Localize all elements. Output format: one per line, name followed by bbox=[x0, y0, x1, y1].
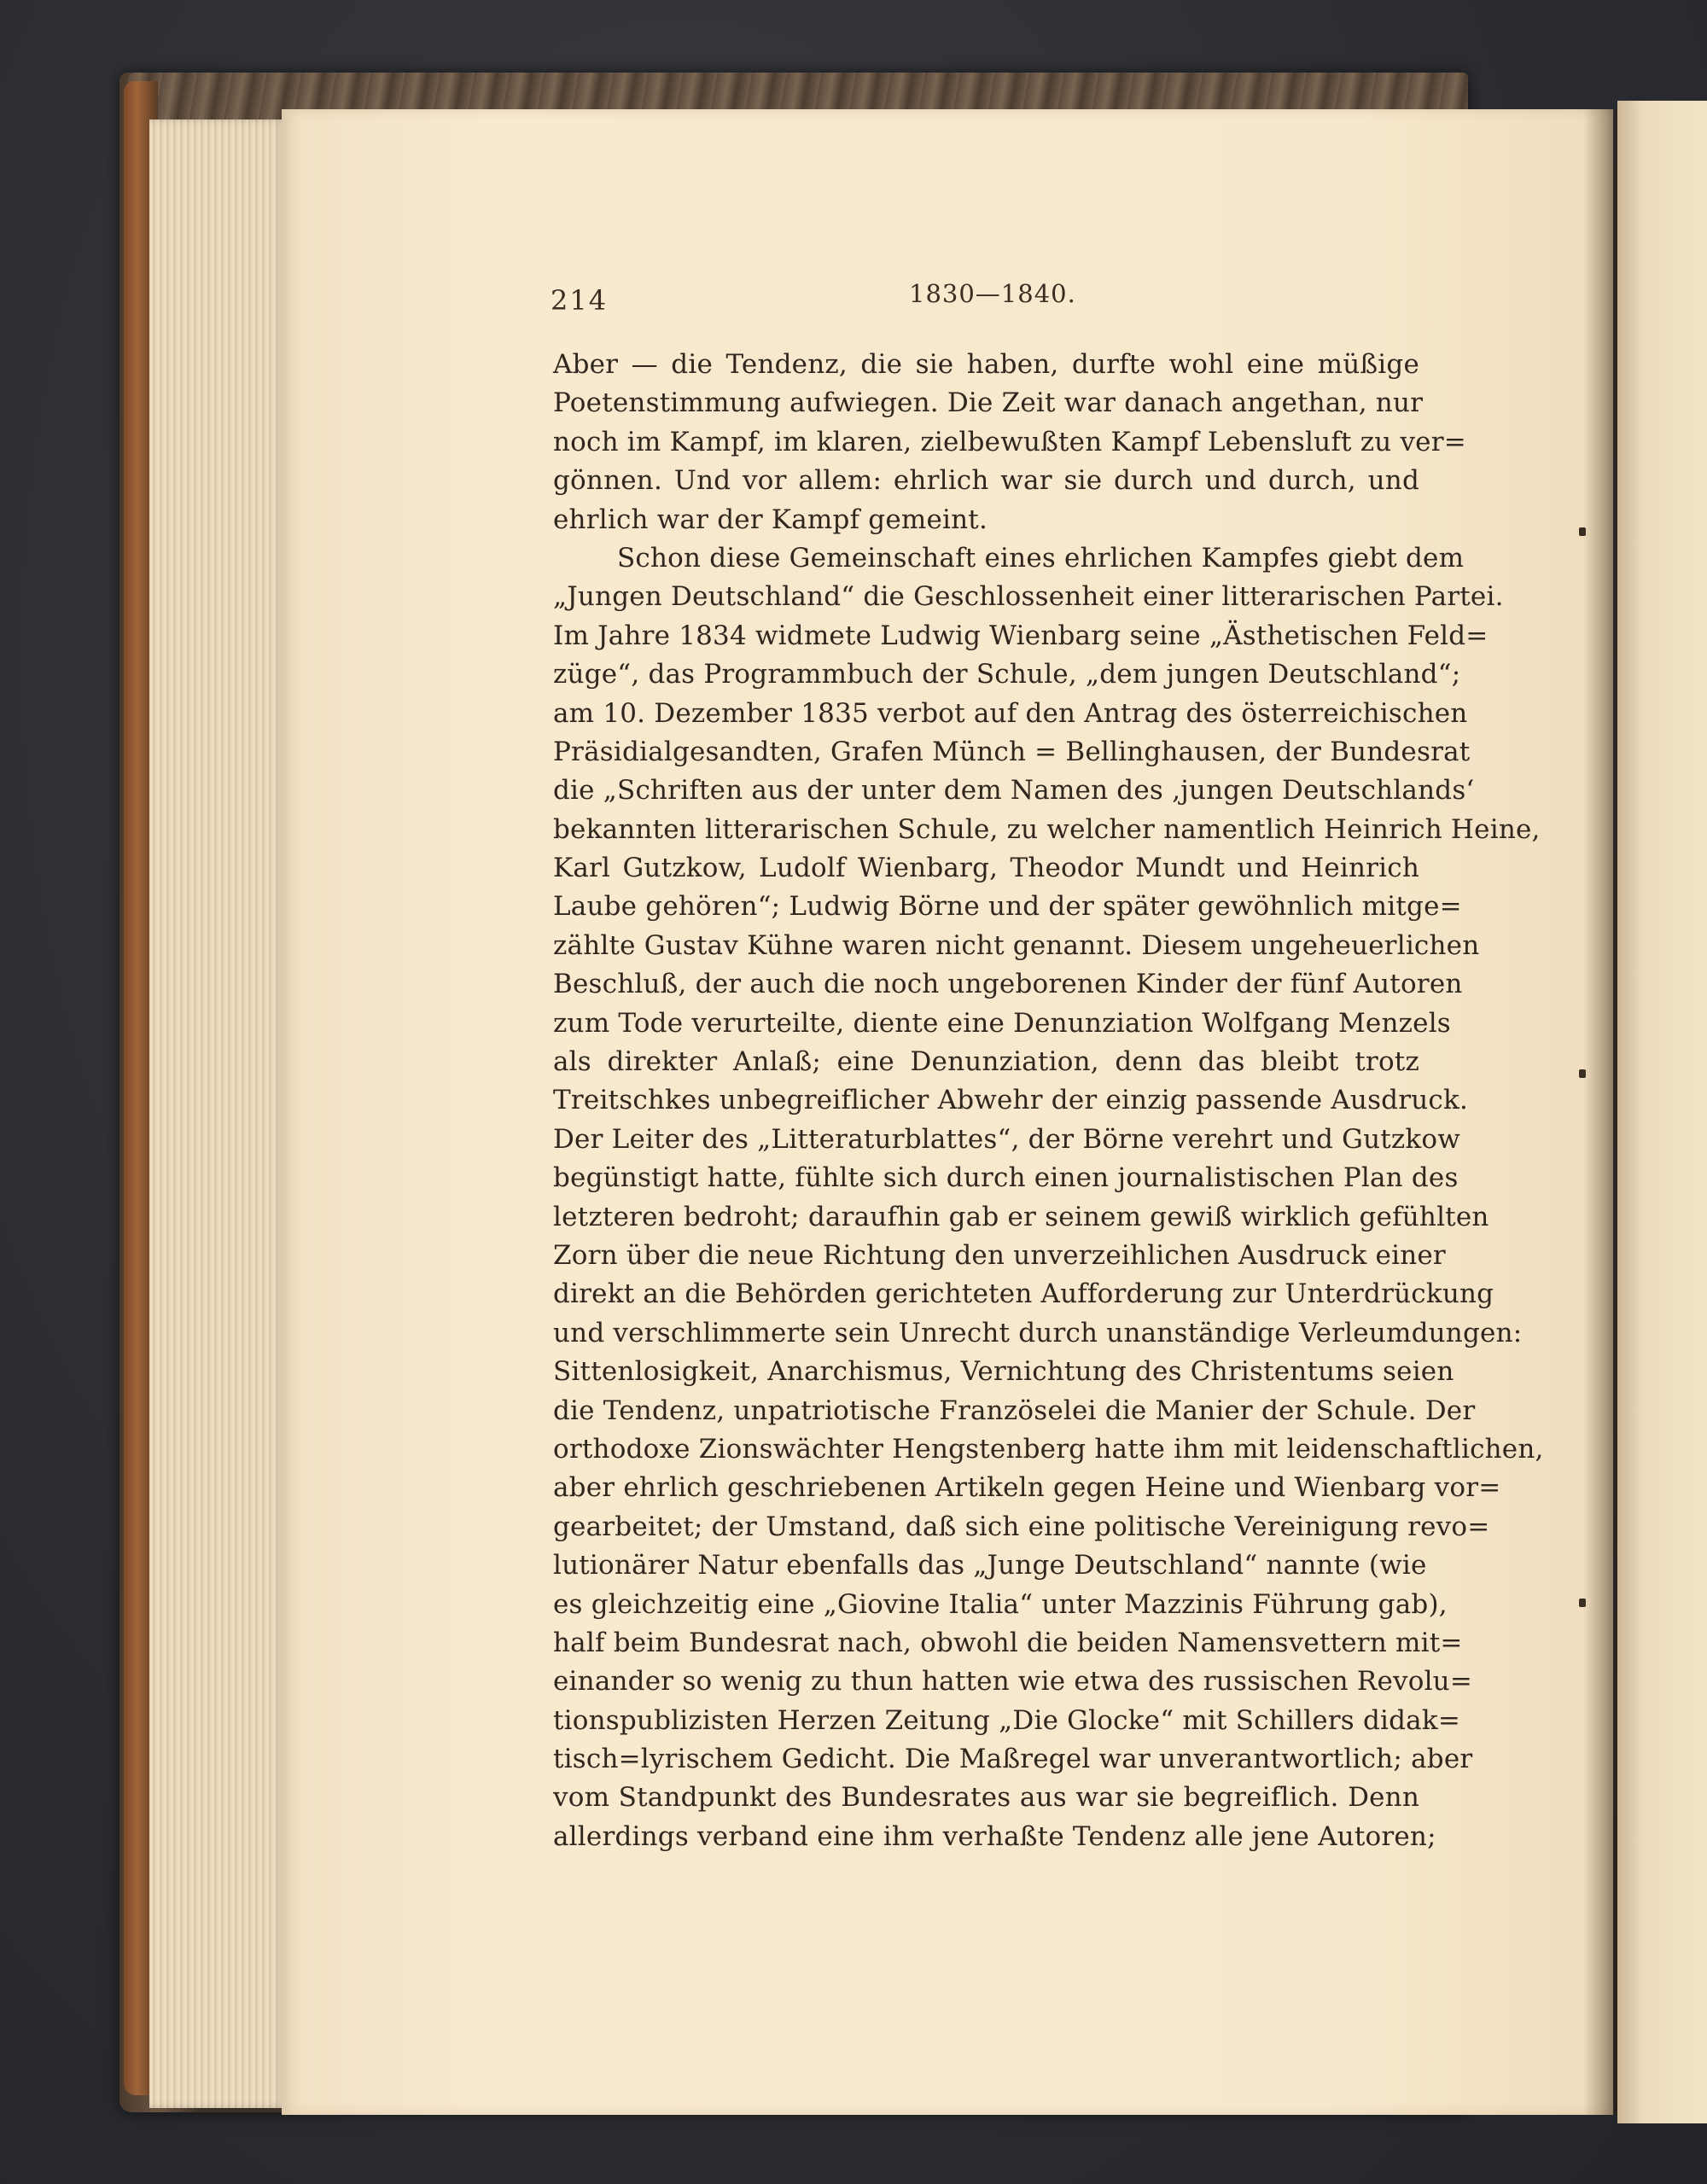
facing-page-mark bbox=[1579, 1069, 1586, 1078]
text-line: Zorn über die neue Richtung den unverzeihlichen Ausdruck einer bbox=[553, 1239, 1446, 1271]
text-line: tionspublizisten Herzen Zeitung „Die Glocke“ mit Schillers didak= bbox=[553, 1704, 1461, 1736]
text-line: ehrlich war der Kampf gemeint. bbox=[553, 504, 988, 535]
text-line: begünstigt hatte, fühlte sich durch einen journalistischen Plan des bbox=[553, 1162, 1459, 1194]
text-line: Präsidialgesandten, Grafen Münch = Bellinghausen, der Bundesrat bbox=[553, 736, 1471, 767]
running-header bbox=[551, 276, 1408, 327]
text-line: Treitschkes unbegreiflicher Abwehr der einzig passende Ausdruck. bbox=[553, 1085, 1469, 1116]
text-line: Der Leiter des „Litteraturblattes“, der Börne verehrt und Gutzkow bbox=[553, 1123, 1461, 1155]
text-line: lutionärer Natur ebenfalls das „Junge Deutschland“ nannte (wie bbox=[553, 1550, 1427, 1581]
text-line: die „Schriften aus der unter dem Namen des ‚jungen Deutschlands‘ bbox=[553, 775, 1475, 807]
text-line: und verschlimmerte sein Unrecht durch unanständige Verleumdungen: bbox=[553, 1317, 1523, 1348]
text-line: noch im Kampf, im klaren, zielbewußten Kampf Lebensluft zu ver= bbox=[553, 426, 1466, 457]
text-line: direkt an die Behörden gerichteten Aufforderung zur Unterdrückung bbox=[553, 1278, 1494, 1310]
text-line: züge“, das Programmbuch der Schule, „dem jungen Deutschland“; bbox=[553, 659, 1461, 690]
text-line: gönnen. Und vor allem: ehrlich war sie durch und durch, und bbox=[553, 465, 1419, 497]
text-line: zum Tode verurteilte, diente eine Denunziation Wolfgang Menzels bbox=[553, 1007, 1451, 1039]
text-line: letzteren bedroht; daraufhin gab er seinem gewiß wirklich gefühlten bbox=[553, 1201, 1489, 1232]
text-line: orthodoxe Zionswächter Hengstenberg hatte ihm mit leidenschaftlichen, bbox=[553, 1433, 1544, 1465]
text-line: einander so wenig zu thun hatten wie etwa des russischen Revolu= bbox=[553, 1666, 1473, 1698]
text-line: aber ehrlich geschriebenen Artikeln gegen Heine und Wienbarg vor= bbox=[553, 1472, 1501, 1504]
body-text bbox=[553, 346, 1544, 1856]
text-line: als direkter Anlaß; eine Denunziation, denn das bleibt trotz bbox=[553, 1046, 1419, 1078]
text-line: Beschluß, der auch die noch ungeborenen Kinder der fünf Autoren bbox=[553, 969, 1463, 1000]
text-line: Im Jahre 1834 widmete Ludwig Wienbarg seine „Ästhetischen Feld= bbox=[553, 620, 1489, 651]
text-line: Sittenlosigkeit, Anarchismus, Vernichtung des Christentums seien bbox=[553, 1356, 1454, 1388]
text-line: die Tendenz, unpatriotische Französelei die Manier der Schule. Der bbox=[553, 1395, 1476, 1426]
text-line: bekannten litterarischen Schule, zu welcher namentlich Heinrich Heine, bbox=[553, 813, 1541, 845]
text-line: vom Standpunkt des Bundesrates aus war sie begreiflich. Denn bbox=[553, 1782, 1419, 1814]
facing-page-mark bbox=[1579, 1599, 1586, 1607]
text-line: Aber — die Tendenz, die sie haben, durfte wohl eine müßige bbox=[553, 349, 1419, 380]
text-line: half beim Bundesrat nach, obwohl die beiden Namensvettern mit= bbox=[553, 1627, 1463, 1658]
text-line: am 10. Dezember 1835 verbot auf den Antrag des österreichischen bbox=[553, 697, 1468, 729]
text-line: allerdings verband eine ihm verhaßte Tendenz alle jene Autoren; bbox=[553, 1820, 1436, 1852]
text-line: tisch=lyrischem Gedicht. Die Maßregel war unverantwortlich; aber bbox=[553, 1744, 1473, 1775]
text-line: Poetenstimmung aufwiegen. Die Zeit war danach angethan, nur bbox=[553, 387, 1424, 419]
text-line: Karl Gutzkow, Ludolf Wienbarg, Theodor Mundt und Heinrich bbox=[553, 853, 1419, 884]
facing-page-mark bbox=[1579, 527, 1586, 536]
text-line: es gleichzeitig eine „Giovine Italia“ unter Mazzinis Führung gab), bbox=[553, 1588, 1448, 1620]
stacked-page-edges bbox=[149, 119, 286, 2108]
page-gutter bbox=[1583, 109, 1617, 2115]
text-line: zählte Gustav Kühne waren nicht genannt. Diesem ungeheuerlichen bbox=[553, 929, 1480, 961]
page-number: 214 bbox=[551, 284, 609, 317]
running-title: 1830—1840. bbox=[909, 279, 1076, 308]
text-line: Schon diese Gemeinschaft eines ehrlichen Kampfes giebt dem bbox=[617, 542, 1465, 574]
text-line: „Jungen Deutschland“ die Geschlossenheit einer litterarischen Partei. bbox=[553, 581, 1504, 613]
text-line: gearbeitet; der Umstand, daß sich eine politische Vereinigung revo= bbox=[553, 1511, 1490, 1542]
text-line: Laube gehören“; Ludwig Börne und der später gewöhnlich mitge= bbox=[553, 891, 1462, 923]
facing-page bbox=[1617, 101, 1707, 2123]
